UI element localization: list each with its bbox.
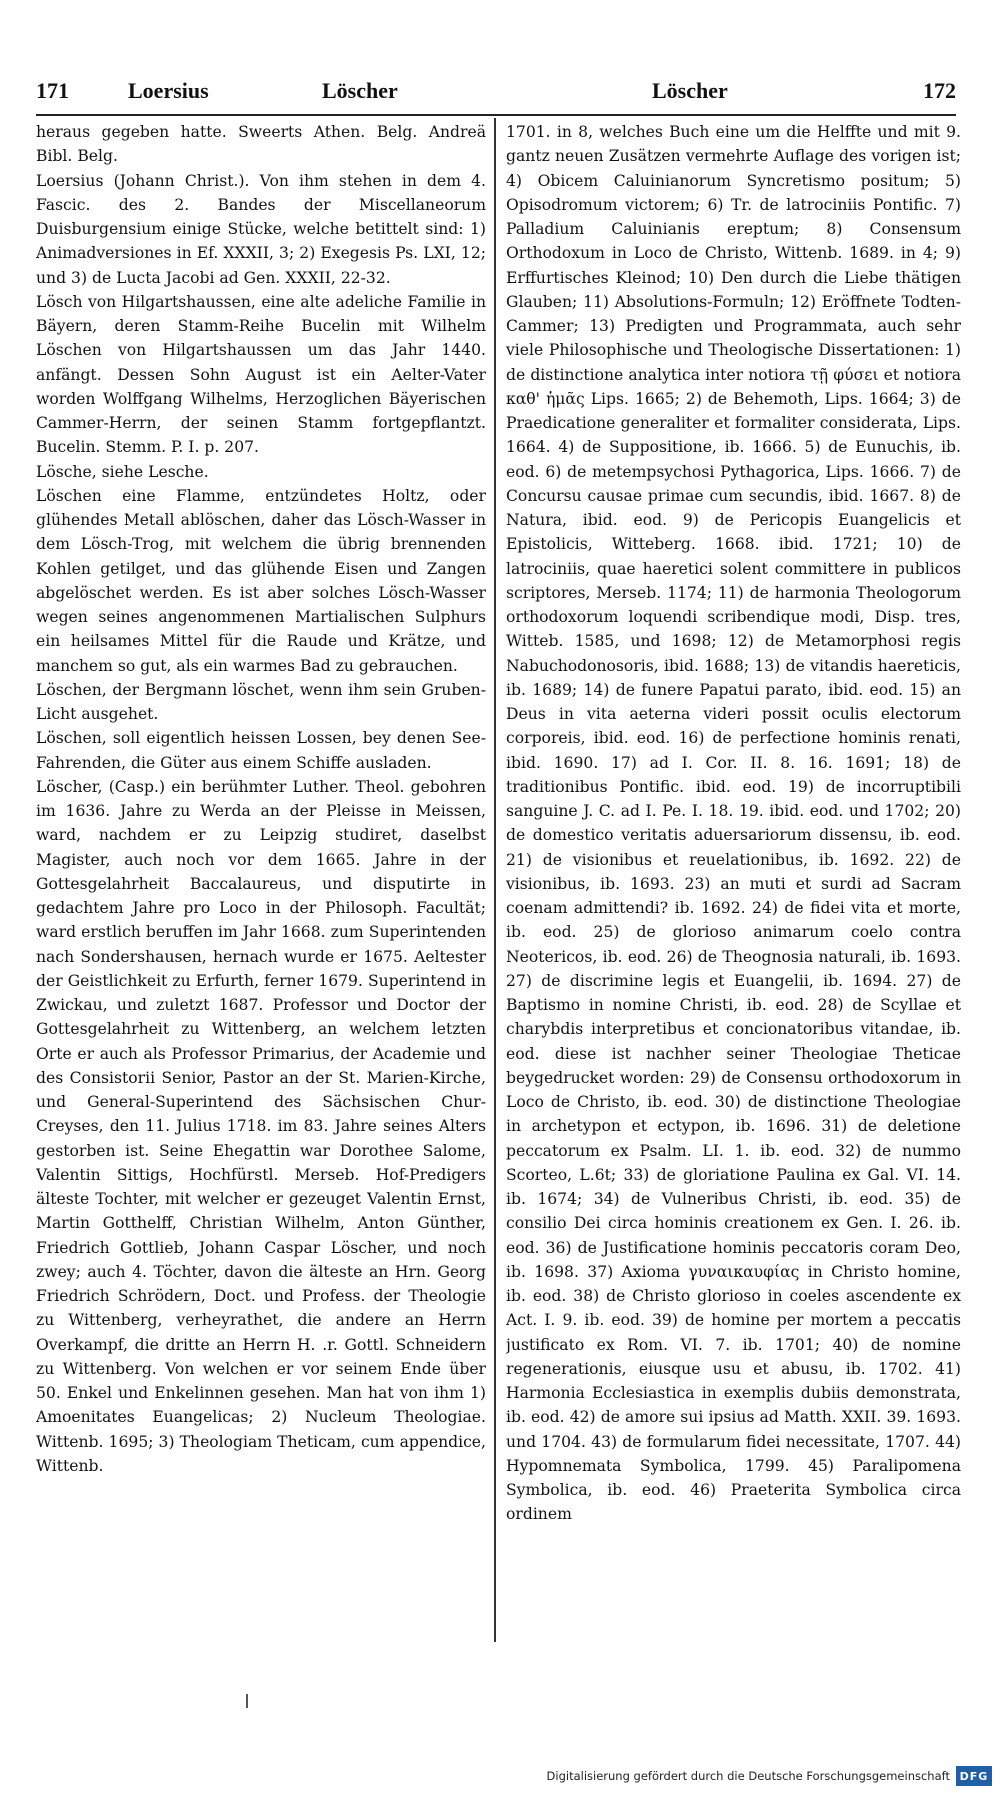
entry-loeschen-see: Löschen, soll eigentlich heissen Lossen, bey denen See-Fahrenden, die Güter aus einem Schiffe ausladen. bbox=[36, 729, 486, 772]
left-column-title: Löscher bbox=[322, 78, 398, 103]
entry-loescher-works: 1701. in 8, welches Buch eine um die Helffte und mit 9. gantz neuen Zusätzen vermehrte Auflage des vorigen ist; 4) Obicem Caluinianorum Syncretismo positum; 5) Opisodromum victorem; 6) Tr. de latrociniis Pontific. 7) Palladium Caluinianis ereptum; 8) Consensum Orthodoxum in Loco de Christo, Wittenb. 1689. in 4; 9) Erffurtisches Kleinod; 10) Den durch die Liebe thätigen Glauben; 11) Absolutions-Formuln; 12) Eröffnete Todten-Cammer; 13) Predigten und Programmata, auch sehr viele Philosophische und Theologische Dissertationen: 1) de distinctione analytica inter notiora τῇ φύσει et notiora καθ' ἡμᾶς Lips. 1665; 2) de Behemoth, Lips. 1664; 3) de Praedicatione generaliter et formaliter considerata, Lips. 1664. 4) de Suppositione, ib. 1666. 5) de Eunuchis, ib. eod. 6) de metempsychosi Pythagorica, Lips. 1666. 7) de Concursu causae primae cum secundis, ibid. 1667. 8) de Natura, ibid. eod. 9) de Pericopis Euangelicis et Epistolicis, Witteberg. 1668. ibid. 1721; 10) de latrociniis, quae haeretici solent committere in publicos scriptores, Merseb. 1174; 11) de harmonia Theologorum orthodoxorum loquendi scribendique modi, Disp. tres, Witteb. 1585, und 1698; 12) de Metamorphosi regis Nabuchodonosoris, ibid. 1688; 13) de vitandis haereticis, ib. 1689; 14) de funere Papatui parato, ibid. eod. 15) an Deus in vita aeterna videri possit oculis electorum corporeis, ibid. eod. 16) de perfectione hominis renati, ibid. 1690. 17) ad I. Cor. II. 8. 16. 1691; 18) de traditionibus Pontific. ibid. eod. 19) de incorruptibili sanguine J. C. ad I. Pe. I. 18. 19. ibid. eod. und 1702; 20) de domestico veritatis aduersariorum dissensu, ib. eod. 21) de visionibus et reuelationibus, ib. 1692. 22) de visionibus, ib. 1693. 23) an muti et surdi ad Sacram coenam admittendi? ib. 1692. 24) de fidei vita et morte, ib. eod. 25) de glorioso animarum coelo contra Neotericos, ib. eod. 26) de Theognosia naturali, ib. 1693. 27) de discrimine legis et Euangelii, ib. 1694. 27) de Baptismo in nomine Christi, ib. eod. 28) de Scyllae et charybdis interpretibus et concionatoribus vitandae, ib. eod. diese ist nachher seiner Theologiae Theticae beygedrucket worden: 29) de Consensu orthodoxorum in Loco de Christo, ib. eod. 30) de distinctione Theologiae in archetypon et ectypon, ib. 1696. 31) de deletione peccatorum ex Psalm. LI. 1. ib. eod. 32) de nummo Scorteo, L.6t; 33) de gloriatione Paulina ex Gal. VI. 14. ib. 1674; 34) de Vulneribus Christi, ib. eod. 35) de consilio Dei circa hominis creationem ex Gen. I. 26. ib. eod. 36) de Justificatione hominis peccatoris coram Deo, ib. 1698. 37) Axioma γυναικαυφίας in Christo homine, ib. eod. 38) de Christo glorioso in coeles ascendente ex Act. I. 9. ib. eod. 39) de homine per mortem a peccatis justificato ex Rom. VI. 7. ib. 1701; 40) de nomine regenerationis, eiusque usu et abusu, ib. 1702. 41) Harmonia Ecclesiastica in exemplis dubiis demonstrata, ib. eod. 42) de amore sui ipsius ad Matth. XXII. 39. 1693. und 1704. 43) de formularum fidei necessitate, 1707. 44) Hypomnemata Symbolica, 1799. 45) Paralipomena Symbolica, ib. eod. 46) Praeterita Symbolica circa ordinem bbox=[506, 123, 961, 1524]
right-page-number: 172 bbox=[923, 78, 956, 103]
entry-loesche: Lösche, siehe Lesche. bbox=[36, 462, 209, 481]
column-divider bbox=[494, 118, 496, 1642]
footer-text: Digitalisierung gefördert durch die Deutsche Forschungsgemeinschaft bbox=[546, 1769, 950, 1783]
scan-mark bbox=[246, 1694, 248, 1708]
entry-loeschen-bergmann: Löschen, der Bergmann löschet, wenn ihm sein Gruben-Licht ausgehet. bbox=[36, 680, 486, 723]
right-column bbox=[506, 120, 961, 1640]
entry-loersius: Loersius (Johann Christ.). Von ihm stehen in dem 4. Fascic. des 2. Bandes der Miscellaneorum Duisburgensium einige Stücke, welche betittelt sind: 1) Animadversiones in Ef. XXXII, 3; 2) Exegesis Ps. LXI, 12; und 3) de Lucta Jacobi ad Gen. XXXII, 22-32. bbox=[36, 171, 486, 287]
entry-continuation: heraus gegeben hatte. Sweerts Athen. Belg. Andreä Bibl. Belg. bbox=[36, 123, 486, 166]
entry-loesch-hilgartshaussen: Lösch von Hilgartshaussen, eine alte adeliche Familie in Bäyern, deren Stamm-Reihe Bucelin mit Wilhelm Löschen von Hilgartshaussen um das Jahr 1440. anfängt. Dessen Sohn August ist ein Aelter-Vater worden Wolffgang Wilhelms, Herzoglichen Bäyerischen Cammer-Herrn, der seinen Stamm fortgepflantzt. Bucelin. Stemm. P. I. p. 207. bbox=[36, 292, 486, 457]
right-column-title: Löscher bbox=[652, 78, 728, 103]
header-rule bbox=[36, 114, 956, 116]
dfg-logo-icon: DFG bbox=[956, 1766, 992, 1786]
left-catchword: Loersius bbox=[128, 78, 209, 103]
entry-loescher-casp: Löscher, (Casp.) ein berühmter Luther. Theol. gebohren im 1636. Jahre zu Werda an der Pleisse in Meissen, ward, nachdem er zu Leipzig studiret, daselbst Magister, auch noch vor dem 1665. Jahre in der Gottesgelahrheit Baccalaureus, und disputirte in gedachtem Jahre pro Loco in der Philosoph. Facultät; ward erstlich beruffen im Jahr 1668. zum Superintenden nach Sondershausen, hernach wurde er 1675. Aeltester der Geistlichkeit zu Erfurth, ferner 1679. Superintend in Zwickau, und zuletzt 1687. Professor und Doctor der Gottesgelahrheit zu Wittenberg, an welchem letzten Orte er auch als Professor Primarius, der Academie und des Consistorii Senior, Pastor an der St. Marien-Kirche, und General-Superintend des Sächsischen Chur-Creyses, den 11. Julius 1718. im 83. Jahre seines Alters gestorben ist. Seine Ehegattin war Dorothee Salome, Valentin Sittigs, Hochfürstl. Merseb. Hof-Predigers älteste Tochter, mit welcher er gezeuget Valentin Ernst, Martin Gotthelff, Christian Wilhelm, Anton Günther, Friedrich Gottlieb, Johann Caspar Löscher, und noch zwey; auch 4. Töchter, davon die älteste an Hrn. Georg Friedrich Schrödern, Doct. und Profess. der Theologie zu Wittenberg, verheyrathet, die andere an Herrn Overkampf, die dritte an Herrn H. .r. Gottl. Schneidern zu Wittenberg. Von welchen er vor seinem Ende über 50. Enkel und Enkelinnen gesehen. Man hat von ihm 1) Amoenitates Euangelicas; 2) Nucleum Theologiae. Wittenb. 1695; 3) Theologiam Theticam, cum appendice, Wittenb. bbox=[36, 777, 486, 1475]
page-header bbox=[36, 78, 956, 114]
left-column bbox=[36, 120, 486, 1640]
digitization-footer bbox=[547, 1762, 992, 1790]
entry-loeschen-flamme: Löschen eine Flamme, entzündetes Holtz, oder glühendes Metall ablöschen, daher das Lösch-Wasser in dem Lösch-Trog, mit welchem die übrig brennenden Kohlen getilget, und das glühende Eisen und Zangen abgelöschet werden. Es ist aber solches Lösch-Wasser wegen seines angenommenen Martialischen Sulphurs ein heilsames Mittel für die Raude und Krätze, und manchem so gut, als ein warmes Bad zu gebrauchen. bbox=[36, 486, 486, 675]
left-page-number: 171 bbox=[36, 78, 69, 103]
